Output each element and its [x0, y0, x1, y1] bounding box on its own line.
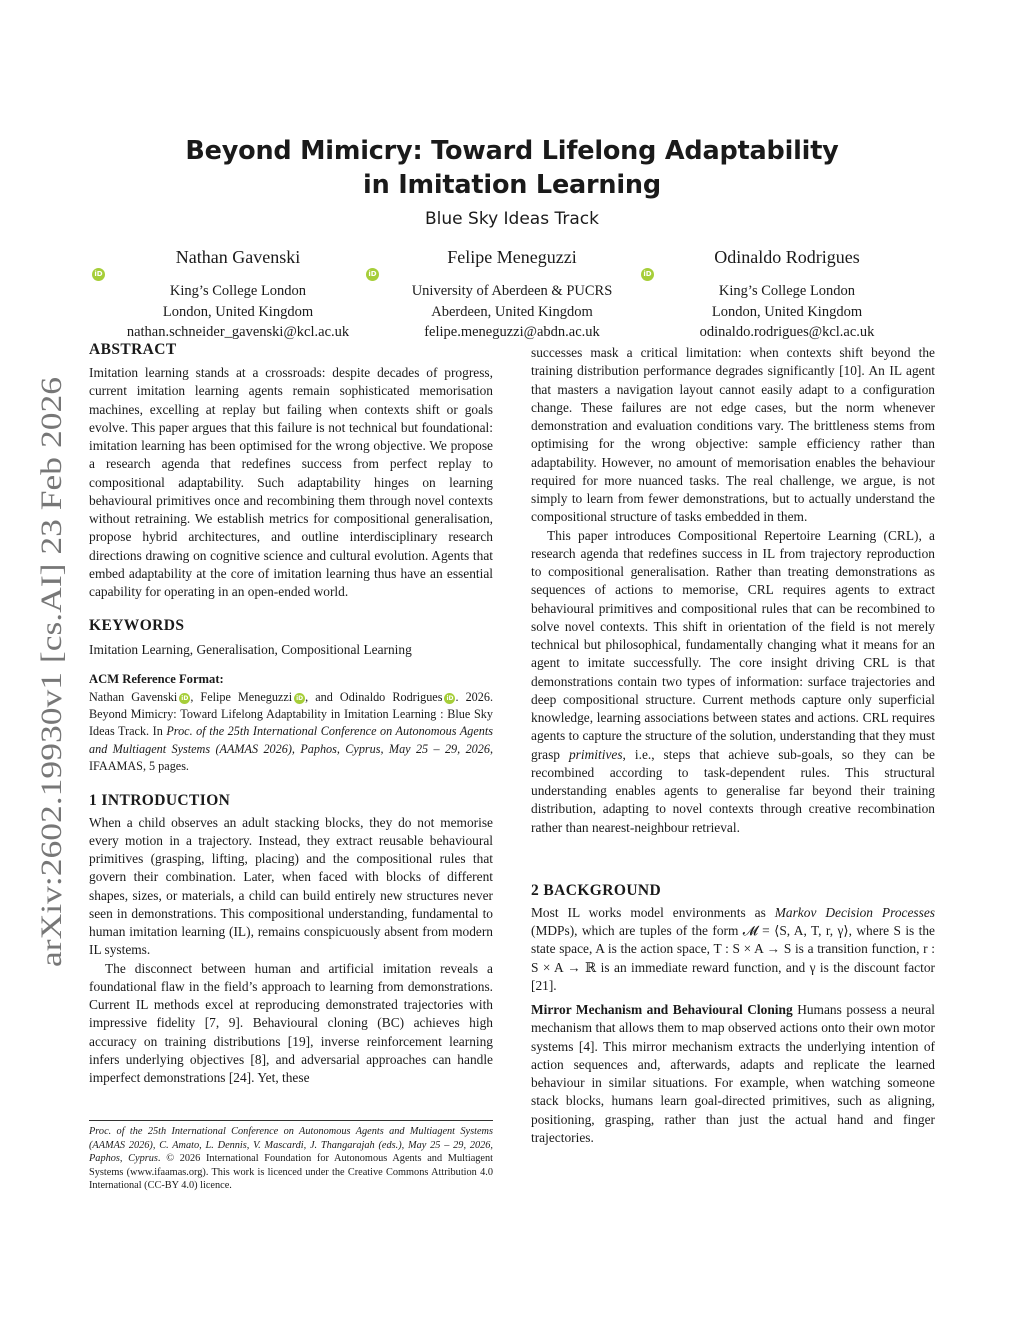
arxiv-identifier-stamp [30, 377, 70, 967]
acm-reference-heading: ACM Reference Format: [89, 671, 224, 686]
author-block-3 [637, 246, 937, 343]
paper-title-line-2: in Imitation Learning [363, 170, 661, 200]
author-block-1 [88, 246, 388, 343]
arxiv-identifier-text: arXiv:2602.19930v1 [cs.AI] 23 Feb 2026 [35, 468, 68, 967]
footnote-divider [89, 1120, 493, 1121]
orcid-icon[interactable]: iD [296, 694, 304, 702]
track-subtitle: Blue Sky Ideas Track [425, 209, 599, 229]
orcid-icon[interactable]: iD [92, 268, 105, 281]
author-name: Nathan Gavenski iD [88, 246, 388, 281]
author-email[interactable]: nathan.schneider_gavenski@kcl.ac.uk [126, 324, 350, 340]
keywords-heading: KEYWORDS [89, 617, 185, 635]
orcid-icon[interactable]: iD [366, 268, 379, 281]
orcid-icon[interactable]: iD [641, 268, 654, 281]
introduction-heading: 1 INTRODUCTION [89, 791, 231, 809]
right-column [531, 344, 935, 1147]
author-location: Aberdeen, United Kingdom [431, 303, 593, 320]
background-paragraph-1: Most IL works model environments as Markov Decision Processes (MDPs), which are tuples of the form 𝓜 = ⟨S, A, T, r, γ⟩, where S is the state space, A is the action space, T : S × A → S is a transition function, r : S × A → ℝ is an immediate reward function, and γ is the discount factor [21]. [531, 904, 935, 993]
abstract-heading: ABSTRACT [89, 341, 177, 358]
keywords-text: Imitation Learning, Generalisation, Compositional Learning [89, 642, 412, 658]
mirror-mechanism-paragraph: Mirror Mechanism and Behavioural Cloning Humans possess a neural mechanism that allows them to map observed actions onto their own motor systems [4]. This mirror mechanism extracts the underlying intention of action sequences and, afterwards, adapts and replicate the learned behaviour in similar situations. For example, when watching someone stack blocks, humans learn goal-directed primitives, such as aligning, positioning, grasping, rather than just the actual hand and finger trajectories. [531, 1002, 935, 1145]
orcid-icon[interactable]: iD [181, 694, 189, 702]
introduction-paragraph-4: This paper introduces Compositional Repertoire Learning (CRL), a research agenda that redefines success in IL from trajectory reproduction to compositional generalisation. Rather than treating demonstrations as sequences of actions to memorise, CRL requires agents to extract behavioural primitives and compositional rules that can be recombined to solve novel contexts. This shift in orientation of the field is not merely technical but philosophical, fundamentally changing what it means for an agent to imitate successfully. The core insight driving CRL is that demonstrations contain two types of information: surface trajectories and deep compositional structure. Current methods capture only superficial knowledge, learning associations between states and actions. CRL requires agents to capture the structure of the solution, understanding that they must grasp primitives, i.e., steps that achieve sub-goals, so they can be recombined according to task-dependent rules. This structural understanding enables agents to generalise far beyond their training distribution, adapting to novel contexts through creative recombination rather than nearest-neighbour retrieval. [531, 527, 935, 835]
author-location: London, United Kingdom [711, 303, 863, 320]
author-name: Odinaldo Rodrigues iD [637, 246, 937, 281]
author-affiliation: University of Aberdeen & PUCRS [411, 283, 613, 299]
paper-title [0, 134, 1024, 202]
conference-footnote: Proc. of the 25th International Conference on Autonomous Agents and Multiagent Systems (AAMAS 2026), C. Amato, L. Dennis, V. Mascardi, J. Thangarajah (eds.), May 25 – 29, 2026, Paphos, Cyprus. © 2026 International Foundation for Autonomous Agents and Multiagent Systems (www.ifaamas.org). This work is licenced under the Creative Commons Attribution 4.0 International (CC-BY 4.0) licence. [89, 1126, 493, 1192]
acm-reference-text: Nathan Gavenski iD , Felipe Meneguzzi iD , and Odinaldo Rodrigues iD . 2026. Beyond Mimicry: Toward Lifelong Adaptability in Imitation Learning : Blue Sky Ideas Track. In Proc. of the 25th International Conference on Autonomous Agents and Multiagent Systems (AAMAS 2026), Paphos, Cyprus, May 25 – 29, 2026, IFAAMAS, 5 pages. [89, 689, 494, 774]
background-heading: 2 BACKGROUND [531, 881, 662, 899]
author-block-2 [362, 246, 662, 343]
left-column [89, 340, 493, 1087]
author-affiliation: King’s College London [169, 283, 307, 299]
introduction-paragraph-1: When a child observes an adult stacking blocks, they do not memorise every motion in a trajectory. Instead, they extract reusable behavioural primitives (grasping, lifting, placing) and the compositional rules that govern their combination. Later, when faced with blocks of different shapes, sizes, or materials, a child can build entirely new structures never seen in demonstrations. This compositional understanding, fundamental to human imitation learning (IL), remains conspicuously absent from modern IL systems. [89, 814, 493, 958]
author-affiliation: King’s College London [718, 283, 856, 299]
author-email[interactable]: felipe.meneguzzi@abdn.ac.uk [424, 324, 600, 340]
abstract-text: Imitation learning stands at a crossroads: despite decades of progress, current imitation learning agents remain sophisticated memorisation machines, excelling at replay but failing when contexts shift or goals evolve. This paper argues that this failure is not technical but foundational: imitation learning has been optimised for the wrong objective. We propose a research agenda that redefines success from perfect replay to compositional adaptability. Such adaptability hinges on learning behavioural primitives once and recombining them through novel contexts without retraining. We establish metrics for compositional generalisation, propose hybrid architectures, and outline interdisciplinary research directions drawing on cognitive science and cultural evolution. Agents that embed adaptability at the core of imitation learning thus have an essential capability for operating in an open-ended world. [89, 365, 493, 599]
mirror-mechanism-heading: Mirror Mechanism and Behavioural Cloning [531, 1002, 793, 1017]
author-email[interactable]: odinaldo.rodrigues@kcl.ac.uk [699, 324, 875, 340]
introduction-paragraph-3: successes mask a critical limitation: when contexts shift beyond the training distribution performance degrades significantly [10]. An IL agent that masters a navigation layout cannot easily adapt to a configuration change. These failures are not edge cases, but the norm whenever demonstration and evaluation conditions vary. The brittleness stems from optimising for the wrong objective: sample efficiency rather than adaptability. However, no amount of memorisation enables the behaviour required for more nuanced tasks. The real challenge, we argue, is not simply to learn from fewer demonstrations, but to actually understand the compositional structure of tasks embedded in them. [531, 345, 935, 525]
orcid-icon[interactable]: iD [446, 694, 454, 702]
author-location: London, United Kingdom [162, 303, 314, 320]
introduction-paragraph-2: The disconnect between human and artificial imitation reveals a foundational flaw in the field’s approach to learning from demonstrations. Current IL methods excel at reproducing demonstrated trajectories with impressive fidelity [7, 9]. Behavioural cloning (BC) achieves high accuracy on training distributions [19], inverse reinforcement learning infers underlying objectives [8], and adversarial approaches can handle imperfect demonstrations [24]. Yet, these [89, 960, 493, 1086]
paper-title-line-1: Beyond Mimicry: Toward Lifelong Adaptability [185, 136, 839, 166]
author-name: Felipe Meneguzzi iD [362, 246, 662, 281]
